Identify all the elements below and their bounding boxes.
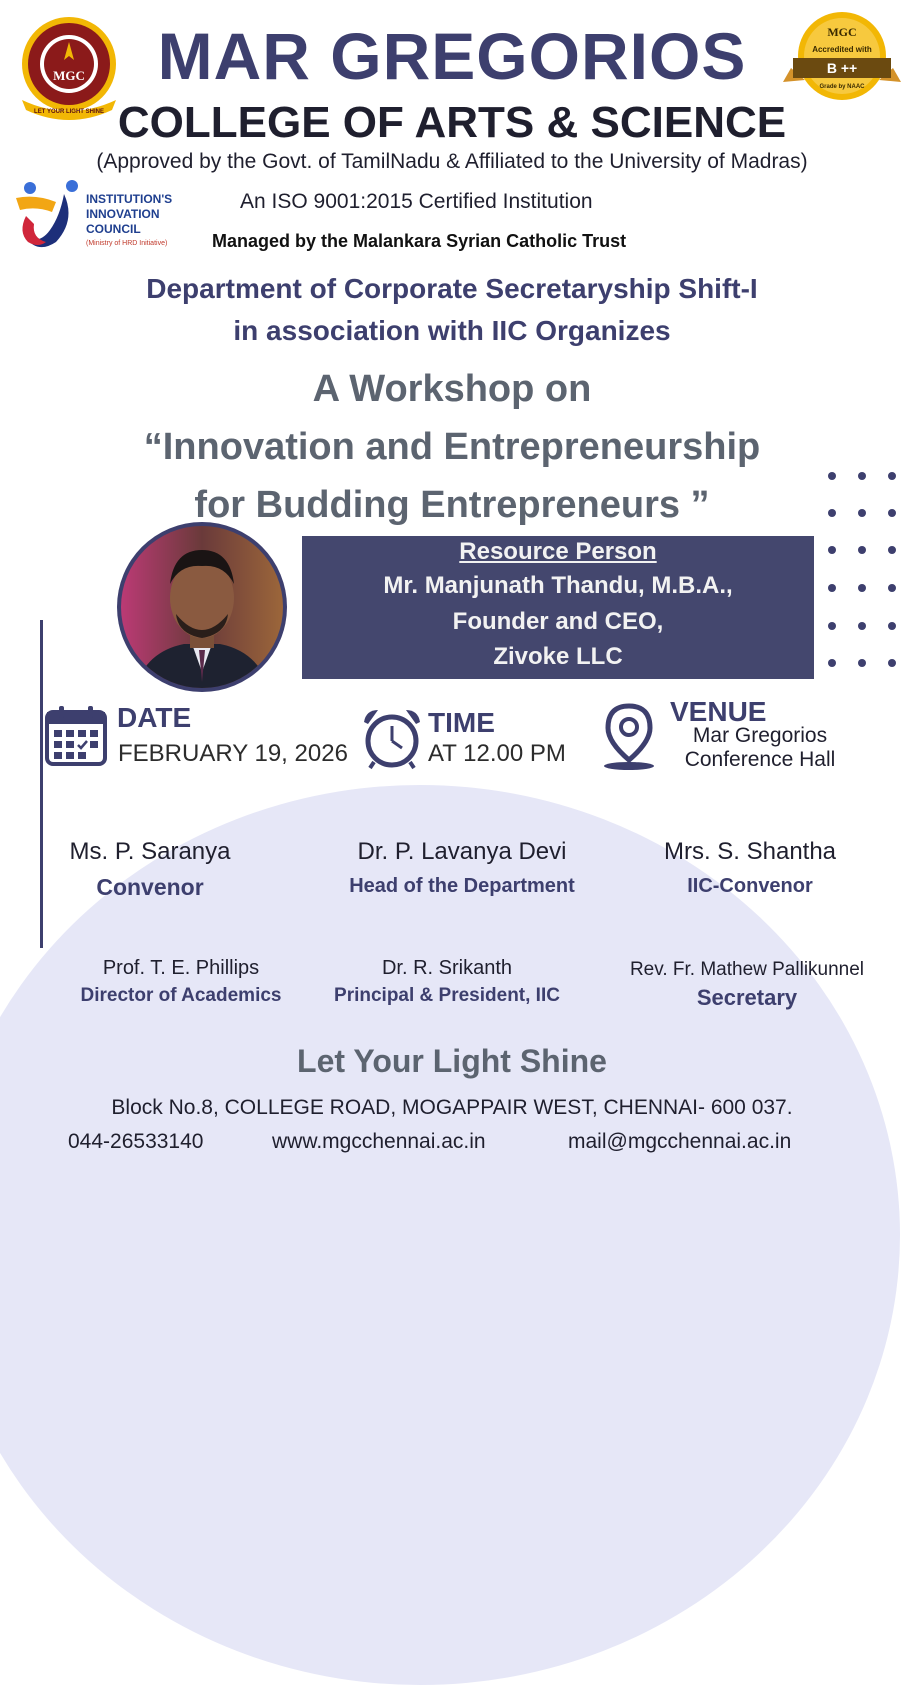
workshop-line3: for Budding Entrepreneurs ”	[194, 484, 710, 526]
background-circle	[0, 785, 900, 1685]
resource-person-title: Resource Person	[459, 538, 657, 565]
resource-person-company: Zivoke LLC	[493, 643, 623, 670]
person-role: Head of the Department	[349, 875, 575, 897]
iso-text: An ISO 9001:2015 Certified Institution	[240, 190, 593, 213]
person-role: Principal & President, IIC	[334, 985, 560, 1006]
venue-line2: Conference Hall	[684, 748, 836, 771]
person-name: Ms. P. Saranya	[69, 838, 231, 865]
svg-text:B ++: B ++	[826, 60, 858, 76]
iic-line3: COUNCIL	[86, 222, 141, 236]
person-name: Mrs. S. Shantha	[663, 838, 837, 865]
alarm-clock-icon	[360, 706, 424, 770]
department-line1: Department of Corporate Secretaryship Shift-I	[146, 273, 758, 304]
svg-text:LET YOUR LIGHT SHINE: LET YOUR LIGHT SHINE	[34, 109, 104, 115]
iic-line1: INSTITUTION'S	[86, 192, 173, 206]
person-hod	[314, 838, 610, 898]
svg-text:Accredited with: Accredited with	[812, 45, 872, 54]
department-line2: in association with IIC Organizes	[233, 315, 671, 346]
email-link[interactable]: mail@mgcchennai.ac.in	[568, 1130, 792, 1153]
workshop-title	[0, 360, 904, 534]
decorative-dots	[822, 466, 904, 676]
person-role: Convenor	[96, 874, 204, 900]
person-name: Prof. T. E. Phillips	[102, 957, 260, 979]
person-role: Secretary	[696, 985, 798, 1010]
person-iic-convenor	[636, 838, 864, 898]
person-name: Dr. P. Lavanya Devi	[357, 838, 567, 865]
calendar-icon	[44, 704, 108, 768]
location-pin-icon	[600, 702, 658, 772]
motto: Let Your Light Shine	[297, 1043, 607, 1079]
workshop-line2: “Innovation and Entrepreneurship	[143, 426, 761, 468]
college-subtitle: COLLEGE OF ARTS & SCIENCE	[117, 98, 787, 147]
time-value: AT 12.00 PM	[428, 740, 566, 767]
approval-text: (Approved by the Govt. of TamilNadu & Affiliated to the University of Madras)	[96, 150, 808, 173]
phone-number: 044-26533140	[68, 1130, 204, 1153]
person-role: Director of Academics	[80, 985, 282, 1006]
resource-person-box	[302, 536, 814, 679]
person-director	[56, 957, 306, 1007]
resource-person-name: Mr. Manjunath Thandu, M.B.A.,	[383, 572, 733, 599]
managed-by-text: Managed by the Malankara Syrian Catholic Trust	[212, 231, 627, 251]
iic-title	[86, 192, 172, 237]
person-principal	[310, 957, 584, 1007]
address: Block No.8, COLLEGE ROAD, MOGAPPAIR WEST, CHENNAI- 600 037.	[111, 1096, 793, 1119]
iic-logo	[16, 180, 84, 250]
iic-line2: INNOVATION	[86, 207, 160, 221]
workshop-line1: A Workshop on	[312, 368, 592, 410]
resource-person-role: Founder and CEO,	[452, 608, 664, 635]
svg-text:Grade by NAAC: Grade by NAAC	[819, 84, 865, 90]
person-convenor	[36, 838, 264, 901]
person-name: Dr. R. Srikanth	[381, 957, 513, 979]
date-label: DATE	[117, 702, 192, 733]
venue-value	[660, 724, 860, 772]
svg-text:MGC: MGC	[53, 68, 85, 83]
college-name: MAR GREGORIOS	[157, 19, 747, 93]
date-value: FEBRUARY 19, 2026	[118, 740, 348, 767]
venue-label: VENUE	[670, 696, 767, 727]
venue-line1: Mar Gregorios	[692, 724, 828, 747]
website-link[interactable]: www.mgcchennai.ac.in	[272, 1130, 486, 1153]
department-heading	[0, 268, 904, 352]
iic-subtitle: (Ministry of HRD Initiative)	[86, 240, 168, 247]
svg-text:MGC: MGC	[827, 25, 857, 39]
resource-person-photo	[114, 522, 290, 692]
time-label: TIME	[428, 707, 495, 738]
person-secretary	[594, 959, 900, 1011]
person-role: IIC-Convenor	[687, 875, 813, 897]
person-name: Rev. Fr. Mathew Pallikunnel	[629, 959, 865, 980]
